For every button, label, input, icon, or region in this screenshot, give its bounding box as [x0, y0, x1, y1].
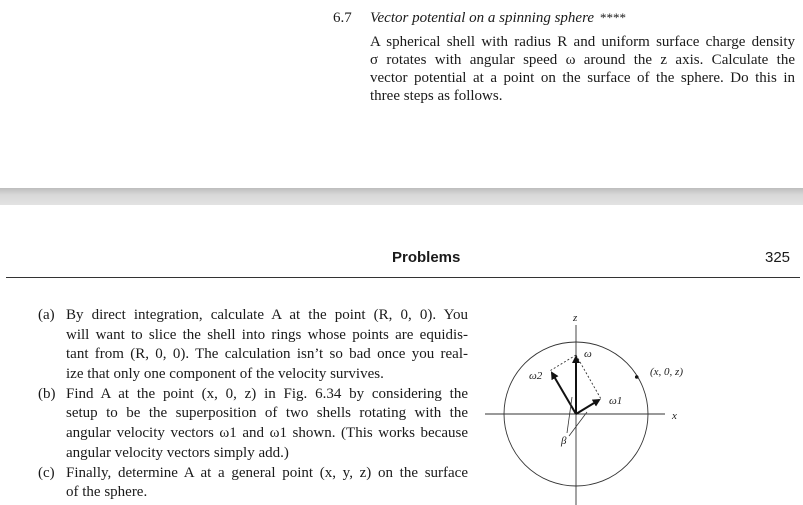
point-label: (x, 0, z) — [650, 366, 683, 378]
part-line: of the sphere. — [66, 484, 148, 501]
page-number: 325 — [765, 249, 791, 266]
point-marker — [635, 375, 639, 379]
statement-line: A spherical shell with radius R and uniform surface charge density — [370, 34, 795, 50]
part-line: will want to slice the shell into rings whose points are equidis- — [66, 326, 468, 343]
part-label: (b) — [38, 385, 56, 402]
x-axis-label: x — [672, 410, 677, 422]
problem-number: 6.7 — [333, 10, 352, 26]
dashed-line-omega2 — [551, 355, 577, 371]
part-line: tant from (R, 0, 0). The calculation isn’t so bad once you real- — [66, 346, 468, 363]
omega-label: ω — [584, 348, 592, 360]
omega2-label: ω2 — [529, 370, 543, 382]
part-line: angular velocity vectors simply add.) — [66, 444, 289, 461]
part-line: setup to be the superposition of two shells rotating with the — [66, 405, 468, 422]
statement-line: σ rotates with angular speed ω around the z axis. Calculate the — [370, 52, 795, 68]
beta-label: β — [561, 435, 567, 447]
part-line: angular velocity vectors ω1 and ω1 shown. (This works because — [66, 425, 468, 442]
omega1-arrow — [576, 400, 599, 414]
part-label: (a) — [38, 307, 55, 323]
part-line: By direct integration, calculate A at the point (R, 0, 0). You — [66, 307, 468, 323]
omega2-arrow — [552, 373, 576, 414]
part-line: Finally, determine A at a general point (x, y, z) on the surface — [66, 464, 468, 481]
difficulty-stars: **** — [600, 10, 627, 25]
statement-line: vector potential at a point on the surface of the sphere. Do this in — [370, 70, 795, 86]
z-axis-label: z — [573, 312, 578, 324]
running-header-title: Problems — [392, 249, 461, 266]
beta-leader — [569, 412, 587, 436]
part-line: ize that only one component of the velocity survives. — [66, 366, 384, 383]
part-line: Find A at the point (x, 0, z) in Fig. 6.34 by considering the — [66, 385, 468, 402]
statement-line: three steps as follows. — [370, 88, 503, 104]
dashed-line-omega1 — [576, 355, 601, 399]
problem-title-text: Vector potential on a spinning sphere — [370, 10, 595, 26]
part-label: (c) — [38, 464, 55, 481]
omega1-label: ω1 — [609, 395, 623, 407]
